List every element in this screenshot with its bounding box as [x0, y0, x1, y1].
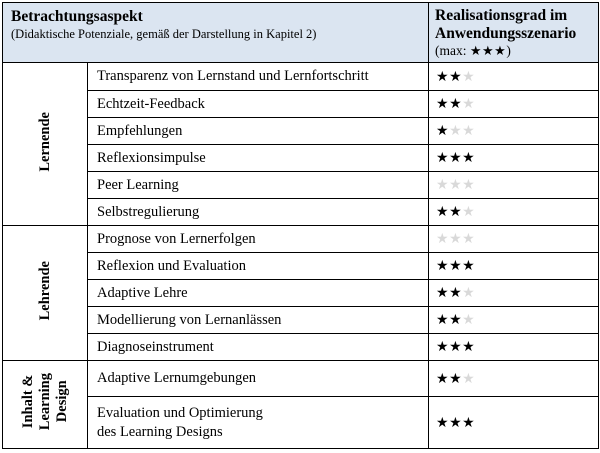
- grade-header-title-line2: Anwendungsszenario: [435, 25, 577, 42]
- star-empty-icon: ★: [449, 232, 463, 247]
- star-rating: [436, 416, 475, 431]
- rating-cell: [429, 226, 599, 253]
- aspect-label: Adaptive Lehre: [88, 280, 429, 307]
- aspect-label: Empfehlungen: [88, 118, 429, 145]
- aspect-label: Modellierung von Lernanlässen: [88, 307, 429, 334]
- star-filled-icon: ★: [436, 205, 450, 220]
- rating-cell: [429, 63, 599, 91]
- group-cell-lehrende: [3, 226, 88, 361]
- star-rating: [436, 97, 475, 112]
- star-empty-icon: ★: [462, 178, 476, 193]
- star-filled-icon: ★: [436, 151, 450, 166]
- star-filled-icon: ★: [449, 205, 463, 220]
- star-filled-icon: ★: [449, 151, 463, 166]
- grade-header-max: [435, 43, 592, 59]
- table-row: [3, 334, 599, 361]
- star-filled-icon: ★: [436, 371, 450, 387]
- table-row: [3, 63, 599, 91]
- star-filled-icon: ★: [449, 69, 463, 85]
- table-row: [3, 280, 599, 307]
- aspect-label-line: Evaluation und Optimierung: [97, 404, 263, 421]
- evaluation-table-frame: [2, 2, 598, 451]
- star-filled-icon: ★: [436, 313, 450, 328]
- table-row: [3, 253, 599, 280]
- star-rating: [436, 372, 475, 387]
- star-filled-icon: ★: [449, 340, 463, 355]
- aspect-label: Peer Learning: [88, 172, 429, 199]
- aspect-label: [88, 397, 429, 449]
- grade-max-prefix: (max:: [435, 43, 470, 58]
- table-row: [3, 172, 599, 199]
- star-filled-icon: ★: [462, 151, 476, 166]
- rating-cell: [429, 118, 599, 145]
- group-cell-inhalt-learning-design: [3, 361, 88, 449]
- star-empty-icon: ★: [436, 178, 450, 193]
- star-rating: [436, 313, 475, 328]
- rating-cell: [429, 172, 599, 199]
- grade-header-title-line1: Realisationsgrad im: [435, 7, 568, 24]
- grade-max-stars: ★★★: [469, 43, 507, 58]
- star-filled-icon: ★: [462, 415, 476, 431]
- star-filled-icon: ★: [436, 259, 450, 274]
- aspect-label: Adaptive Lernumgebungen: [88, 361, 429, 397]
- rating-cell: [429, 334, 599, 361]
- star-filled-icon: ★: [436, 415, 450, 431]
- group-label-line: Inhalt &: [19, 375, 36, 429]
- grade-max-suffix: ): [506, 43, 511, 58]
- star-filled-icon: ★: [449, 313, 463, 328]
- rating-cell: [429, 361, 599, 397]
- table-header-row: [3, 3, 599, 63]
- star-filled-icon: ★: [436, 340, 450, 355]
- aspect-label: Reflexionsimpulse: [88, 145, 429, 172]
- aspect-label: Transparenz von Lernstand und Lernfortschritt: [88, 63, 429, 91]
- rating-cell: [429, 145, 599, 172]
- star-rating: [436, 151, 475, 166]
- star-rating: [436, 232, 475, 247]
- rating-cell: [429, 253, 599, 280]
- star-rating: [436, 178, 475, 193]
- star-filled-icon: ★: [462, 340, 476, 355]
- star-rating: [436, 259, 475, 274]
- star-filled-icon: ★: [449, 286, 463, 301]
- rating-cell: [429, 280, 599, 307]
- rating-cell: [429, 397, 599, 449]
- evaluation-table: [2, 2, 599, 449]
- star-filled-icon: ★: [462, 259, 476, 274]
- table-row: [3, 361, 599, 397]
- star-rating: [436, 205, 475, 220]
- table-row: [3, 307, 599, 334]
- aspect-header-title: Betrachtungsaspekt: [11, 8, 143, 25]
- star-empty-icon: ★: [436, 232, 450, 247]
- table-row: [3, 145, 599, 172]
- star-empty-icon: ★: [462, 97, 476, 112]
- table-row: [3, 199, 599, 226]
- star-empty-icon: ★: [462, 205, 476, 220]
- star-filled-icon: ★: [449, 259, 463, 274]
- star-rating: [436, 286, 475, 301]
- group-label-line: Design: [53, 381, 70, 423]
- group-label: [20, 373, 71, 430]
- rating-cell: [429, 307, 599, 334]
- group-label: Lernende: [36, 111, 53, 172]
- star-empty-icon: ★: [462, 69, 476, 85]
- star-rating: [436, 70, 475, 85]
- star-empty-icon: ★: [462, 232, 476, 247]
- star-empty-icon: ★: [462, 286, 476, 301]
- aspect-label: Echtzeit-Feedback: [88, 91, 429, 118]
- table-row: [3, 91, 599, 118]
- aspect-label: Reflexion und Evaluation: [88, 253, 429, 280]
- aspect-label: Prognose von Lernerfolgen: [88, 226, 429, 253]
- table-row: [3, 226, 599, 253]
- star-rating: [436, 340, 475, 355]
- star-filled-icon: ★: [436, 124, 450, 139]
- aspect-header-cell: [3, 3, 429, 63]
- group-cell-lernende: [3, 63, 88, 226]
- star-empty-icon: ★: [462, 124, 476, 139]
- group-label-line: Learning: [36, 373, 53, 431]
- group-label: Lehrende: [36, 260, 53, 321]
- star-filled-icon: ★: [436, 97, 450, 112]
- aspect-label: Selbstregulierung: [88, 199, 429, 226]
- star-filled-icon: ★: [449, 371, 463, 387]
- rating-cell: [429, 91, 599, 118]
- star-empty-icon: ★: [462, 371, 476, 387]
- star-empty-icon: ★: [462, 313, 476, 328]
- rating-cell: [429, 199, 599, 226]
- aspect-header-subtitle: (Didaktische Potenziale, gemäß der Darstellung in Kapitel 2): [11, 27, 317, 41]
- aspect-label-line: des Learning Designs: [97, 423, 223, 440]
- star-empty-icon: ★: [449, 178, 463, 193]
- star-filled-icon: ★: [449, 415, 463, 431]
- star-rating: [436, 124, 475, 139]
- star-filled-icon: ★: [436, 69, 450, 85]
- aspect-label: Diagnoseinstrument: [88, 334, 429, 361]
- grade-header-cell: [429, 3, 599, 63]
- table-row: [3, 397, 599, 449]
- star-empty-icon: ★: [449, 124, 463, 139]
- star-filled-icon: ★: [436, 286, 450, 301]
- star-filled-icon: ★: [449, 97, 463, 112]
- table-row: [3, 118, 599, 145]
